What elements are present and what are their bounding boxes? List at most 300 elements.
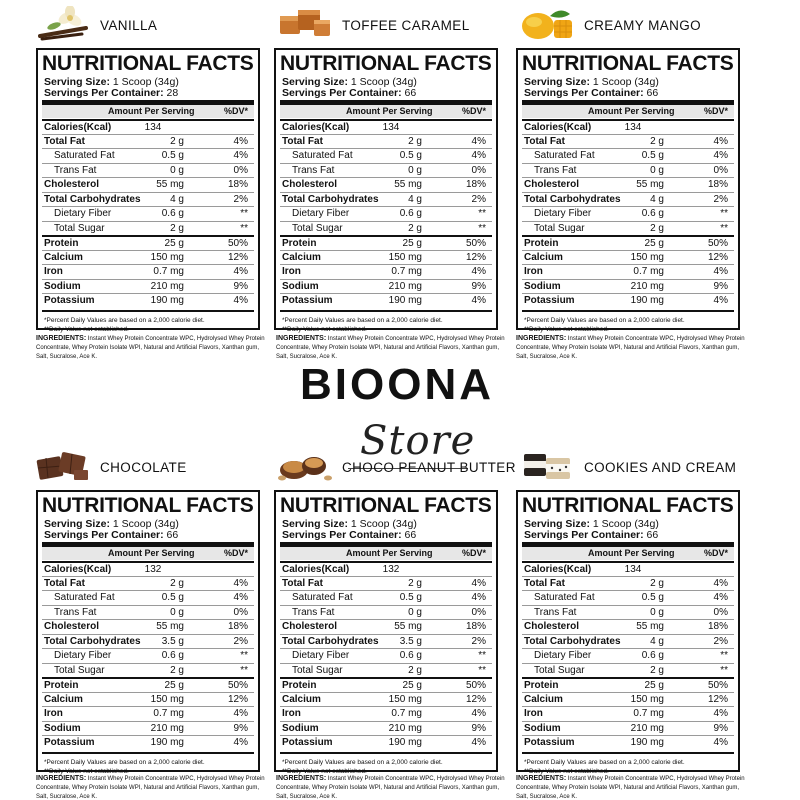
ingredients-key: INGREDIENTS: [516, 335, 567, 342]
ingredients-text [516, 774, 750, 800]
nutrient-name: Iron [524, 708, 543, 719]
flavor-name: COOKIES AND CREAM [584, 460, 737, 475]
footnote-not-established: **Daily Value not established. [524, 325, 609, 333]
servings-per-container [282, 87, 416, 99]
nutrient-row [280, 663, 492, 678]
servings-per-container [44, 529, 178, 541]
nutrient-dv: 4% [713, 266, 728, 277]
nutrient-amount: 190 mg [150, 737, 184, 748]
servings-per-container-key: Servings Per Container: [282, 87, 402, 99]
dv-header: %DV* [223, 106, 248, 116]
servings-per-container-key: Servings Per Container: [44, 529, 164, 541]
nutrient-dv: 18% [227, 179, 248, 190]
nutrient-row [280, 177, 492, 192]
nutrient-name: Trans Fat [54, 606, 97, 618]
dv-header: %DV* [461, 106, 486, 116]
nutrient-amount: 150 mg [630, 693, 664, 705]
nutrient-row [280, 634, 492, 649]
panel-title: NUTRITIONAL FACTS [280, 494, 492, 517]
nutrient-name: Dietary Fiber [292, 650, 350, 661]
nutrient-row [280, 590, 492, 605]
panel-title: NUTRITIONAL FACTS [42, 494, 254, 517]
amount-per-serving-header: Amount Per Serving [108, 548, 195, 558]
nutrient-row [42, 706, 254, 721]
nutrient-amount: 210 mg [630, 280, 664, 292]
servings-per-container-value: 66 [166, 529, 179, 541]
nutrient-row [42, 250, 254, 265]
serving-size-value: 1 Scoop (34g) [112, 76, 179, 88]
serving-size-value: 1 Scoop (34g) [112, 518, 179, 530]
serving-size-value: 1 Scoop (34g) [350, 518, 417, 530]
nutrient-row [522, 576, 734, 591]
footnote-percent: *Percent Daily Values are based on a 2,000 calorie diet. [282, 316, 443, 324]
nutrient-dv: 4% [713, 295, 728, 306]
nutrient-dv: ** [478, 222, 486, 234]
nutrient-name: Calcium [44, 251, 83, 263]
nutrient-dv: 2% [233, 193, 248, 205]
nutrient-dv: 4% [233, 708, 248, 719]
nutrient-name: Total Carbohydrates [44, 193, 141, 205]
nutrient-name: Iron [524, 266, 543, 277]
nutrient-name: Saturated Fat [534, 592, 595, 603]
footnote-not-established: **Daily Value not established. [282, 767, 367, 775]
bottom-divider [280, 310, 492, 312]
nutrient-dv: ** [240, 650, 248, 661]
nutrient-dv: 9% [233, 722, 248, 734]
nutrient-amount: 210 mg [630, 722, 664, 734]
nutrient-amount: 0.7 mg [391, 708, 422, 719]
nutrient-row [42, 619, 254, 634]
nutrient-row [522, 279, 734, 294]
servings-per-container-key: Servings Per Container: [282, 529, 402, 541]
serving-size-key: Serving Size: [44, 76, 110, 88]
nutrient-name: Cholesterol [524, 179, 580, 190]
nutrient-row [42, 163, 254, 178]
nutrient-name: Total Sugar [292, 664, 343, 676]
dv-header: %DV* [703, 548, 728, 558]
nutrient-amount: 0 g [650, 164, 664, 176]
nutrition-panel [274, 48, 498, 333]
nutrient-amount: 0.6 g [641, 650, 664, 661]
nutrient-dv: 4% [471, 708, 486, 719]
nutrient-amount: 0.5 g [399, 592, 422, 603]
nutrient-name: Potassium [44, 295, 95, 306]
nutrient-dv: 4% [233, 737, 248, 748]
nutrient-amount: 2 g [408, 222, 422, 234]
ingredients-body: Instant Whey Protein Concentrate WPC, Hydrolysed Whey Protein Concentrate, Whey Protein Isolate WPI, Natural and Artificial Flavors, Xanthan gum, Salt, Sucralose, Ace K. [36, 776, 265, 800]
nutrient-amount: 210 mg [388, 722, 422, 734]
nutrient-name: Total Fat [282, 577, 323, 589]
nutrient-name: Cholesterol [524, 621, 580, 632]
nutrient-dv: 18% [707, 621, 728, 632]
nutrient-amount: 132 [144, 564, 162, 575]
ingredients-body: Instant Whey Protein Concentrate WPC, Hydrolysed Whey Protein Concentrate, Whey Protein Isolate WPI, Natural and Artificial Flavors, Xanthan gum, Salt, Sucralose, Ace K. [36, 336, 265, 360]
footnote-percent: *Percent Daily Values are based on a 2,000 calorie diet. [282, 758, 443, 766]
nutrient-amount: 55 mg [156, 179, 184, 190]
nutrient-amount: 25 g [644, 680, 664, 691]
nutrient-row [42, 576, 254, 591]
nutrient-dv: 9% [471, 722, 486, 734]
nutrient-name: Calories(Kcal) [44, 564, 112, 575]
ingredients-key: INGREDIENTS: [36, 775, 87, 782]
nutrient-dv: 12% [227, 251, 248, 263]
nutrient-amount: 150 mg [150, 693, 184, 705]
nutrient-row [280, 250, 492, 265]
nutrient-row [522, 735, 734, 750]
nutrient-row [280, 206, 492, 221]
nutrient-row [522, 134, 734, 149]
nutrient-row [42, 148, 254, 163]
nutrient-dv: 4% [713, 592, 728, 603]
flavor-name: CHOCO PEANUT BUTTER [342, 460, 516, 475]
nutrient-dv: 12% [465, 251, 486, 263]
nutrient-name: Total Carbohydrates [524, 193, 621, 205]
nutrient-dv: 2% [713, 193, 728, 205]
nutrient-amount: 190 mg [388, 295, 422, 306]
nutrient-dv: 4% [471, 592, 486, 603]
bottom-divider [280, 752, 492, 754]
nutrient-name: Sodium [44, 722, 81, 734]
nutrient-row [522, 293, 734, 308]
nutrient-amount: 150 mg [150, 251, 184, 263]
nutrient-row [522, 206, 734, 221]
nutrient-row [280, 706, 492, 721]
nutrient-amount: 2 g [170, 222, 184, 234]
nutrient-amount: 0.5 g [161, 592, 184, 603]
nutrient-dv: 12% [707, 251, 728, 263]
nutrient-row [42, 605, 254, 620]
nutrient-row [42, 648, 254, 663]
nutrient-dv: 4% [233, 266, 248, 277]
ingredients-text [276, 774, 510, 800]
serving-size-key: Serving Size: [524, 76, 590, 88]
nutrient-row [522, 706, 734, 721]
serving-size-key: Serving Size: [282, 76, 348, 88]
nutrient-row [280, 692, 492, 707]
nutrient-dv: 18% [227, 621, 248, 632]
nutrient-name: Calcium [524, 693, 563, 705]
nutrient-amount: 2 g [408, 664, 422, 676]
nutrient-dv: 50% [707, 680, 728, 691]
nutrient-name: Total Carbohydrates [44, 635, 141, 647]
serving-size-key: Serving Size: [282, 518, 348, 530]
nutrient-row [42, 264, 254, 279]
nutrient-dv: 50% [227, 680, 248, 691]
nutrient-name: Potassium [524, 295, 575, 306]
ingredients-body: Instant Whey Protein Concentrate WPC, Hydrolysed Whey Protein Concentrate, Whey Protein Isolate WPI, Natural and Artificial Flavors, Xanthan gum, Salt, Sucralose, Ace K. [276, 776, 505, 800]
footnote-not-established: **Daily Value not established. [282, 325, 367, 333]
nutrient-amount: 4 g [650, 193, 664, 205]
nutrient-dv: 12% [465, 693, 486, 705]
nutrient-name: Total Fat [282, 135, 323, 147]
nutrient-dv: ** [478, 664, 486, 676]
nutrient-amount: 25 g [644, 238, 664, 249]
servings-per-container-value: 66 [646, 529, 659, 541]
nutrient-amount: 0.5 g [641, 150, 664, 161]
nutrient-name: Calcium [282, 251, 321, 263]
nutrient-dv: 50% [465, 680, 486, 691]
nutrient-row [280, 163, 492, 178]
servings-per-container [282, 529, 416, 541]
nutrient-name: Potassium [282, 737, 333, 748]
nutrient-name: Total Sugar [534, 222, 585, 234]
flavor-header-creamy-mango [494, 4, 742, 44]
nutrient-name: Sodium [282, 722, 319, 734]
column-header [280, 105, 492, 118]
nutrient-amount: 210 mg [150, 280, 184, 292]
nutrient-name: Total Fat [524, 135, 565, 147]
nutrient-dv: 4% [233, 150, 248, 161]
servings-per-container-value: 28 [166, 87, 179, 99]
serving-size-value: 1 Scoop (34g) [592, 76, 659, 88]
nutrient-amount: 0.7 mg [153, 708, 184, 719]
serving-size-key: Serving Size: [44, 518, 110, 530]
nutrient-row [280, 279, 492, 294]
nutrient-row [522, 192, 734, 207]
flavor-name: TOFFEE CARAMEL [342, 18, 470, 33]
nutrient-dv: 0% [233, 606, 248, 618]
nutrient-name: Cholesterol [282, 179, 338, 190]
ingredients-text [36, 334, 270, 362]
nutrient-name: Cholesterol [282, 621, 338, 632]
nutrient-dv: 9% [713, 280, 728, 292]
nutrient-amount: 0 g [408, 164, 422, 176]
nutrient-dv: 4% [713, 737, 728, 748]
brand-store-script: Store [360, 418, 476, 464]
nutrient-amount: 134 [144, 122, 162, 133]
column-header [522, 105, 734, 118]
servings-per-container-key: Servings Per Container: [44, 87, 164, 99]
nutrient-dv: 50% [707, 238, 728, 249]
nutrient-name: Total Fat [44, 135, 85, 147]
nutrient-row [280, 619, 492, 634]
dv-header: %DV* [223, 548, 248, 558]
nutrient-amount: 25 g [164, 680, 184, 691]
nutrient-row [280, 648, 492, 663]
nutrient-dv: 0% [471, 606, 486, 618]
nutrient-name: Protein [282, 238, 317, 249]
bottom-divider [42, 310, 254, 312]
nutrient-name: Trans Fat [534, 606, 577, 618]
nutrient-amount: 0.6 g [399, 650, 422, 661]
nutrient-amount: 190 mg [150, 295, 184, 306]
nutrient-amount: 55 mg [636, 179, 664, 190]
nutrient-amount: 3.5 g [161, 635, 184, 647]
nutrient-row [280, 576, 492, 591]
nutrient-name: Dietary Fiber [534, 208, 592, 219]
nutrient-dv: 18% [465, 621, 486, 632]
ingredients-key: INGREDIENTS: [36, 335, 87, 342]
nutrition-panel [36, 490, 260, 775]
nutrient-amount: 0 g [170, 164, 184, 176]
nutrient-name: Calories(Kcal) [282, 564, 350, 575]
nutrient-dv: 4% [713, 577, 728, 589]
nutrient-row [522, 590, 734, 605]
nutrient-dv: ** [240, 222, 248, 234]
nutrient-name: Total Carbohydrates [282, 635, 379, 647]
nutrient-dv: ** [240, 664, 248, 676]
nutrient-name: Potassium [44, 737, 95, 748]
servings-per-container [524, 529, 658, 541]
serving-size-value: 1 Scoop (34g) [592, 518, 659, 530]
nutrient-name: Total Sugar [534, 664, 585, 676]
nutrient-amount: 134 [624, 564, 642, 575]
nutrient-row [280, 192, 492, 207]
footnote-percent: *Percent Daily Values are based on a 2,000 calorie diet. [44, 758, 205, 766]
nutrient-dv: 4% [233, 592, 248, 603]
nutrient-name: Protein [44, 238, 79, 249]
nutrient-amount: 132 [382, 564, 400, 575]
nutrient-name: Iron [282, 708, 301, 719]
nutrient-row [522, 634, 734, 649]
nutrient-amount: 2 g [650, 664, 664, 676]
nutrient-amount: 4 g [170, 193, 184, 205]
nutrient-row [280, 293, 492, 308]
panel-title: NUTRITIONAL FACTS [42, 52, 254, 75]
nutrient-row [522, 721, 734, 736]
nutrient-name: Saturated Fat [534, 150, 595, 161]
nutrient-dv: 12% [707, 693, 728, 705]
nutrient-dv: 4% [233, 577, 248, 589]
nutrient-amount: 150 mg [388, 251, 422, 263]
flavor-header-choco-peanut-butter [252, 446, 516, 486]
nutrient-dv: 2% [471, 635, 486, 647]
amount-per-serving-header: Amount Per Serving [346, 548, 433, 558]
ingredients-text [276, 334, 510, 362]
nutrient-dv: 4% [471, 737, 486, 748]
footnote-percent: *Percent Daily Values are based on a 2,000 calorie diet. [524, 316, 685, 324]
nutrient-dv: 0% [713, 606, 728, 618]
nutrient-name: Calcium [282, 693, 321, 705]
nutrient-name: Trans Fat [292, 164, 335, 176]
nutrient-amount: 190 mg [630, 295, 664, 306]
nutrient-amount: 25 g [164, 238, 184, 249]
nutrient-row [522, 221, 734, 236]
nutrient-dv: 4% [713, 150, 728, 161]
toffee-caramel-icon [274, 6, 334, 42]
nutrient-dv: 50% [465, 238, 486, 249]
flavor-name: CREAMY MANGO [584, 18, 702, 33]
nutrient-name: Total Fat [524, 577, 565, 589]
dv-header: %DV* [461, 548, 486, 558]
nutrient-dv: 9% [233, 280, 248, 292]
servings-per-container-key: Servings Per Container: [524, 529, 644, 541]
nutrition-panel [516, 490, 740, 775]
nutrient-dv: 4% [713, 708, 728, 719]
nutrient-amount: 190 mg [630, 737, 664, 748]
ingredients-key: INGREDIENTS: [276, 335, 327, 342]
nutrient-dv: 9% [713, 722, 728, 734]
nutrient-dv: 4% [233, 295, 248, 306]
nutrient-row [42, 735, 254, 750]
ingredients-key: INGREDIENTS: [276, 775, 327, 782]
nutrient-amount: 0.7 mg [633, 708, 664, 719]
nutrient-name: Sodium [524, 722, 561, 734]
nutrient-amount: 0.7 mg [391, 266, 422, 277]
servings-per-container-value: 66 [646, 87, 659, 99]
nutrient-row [42, 590, 254, 605]
nutrient-amount: 0 g [170, 606, 184, 618]
nutrient-name: Protein [524, 680, 559, 691]
nutrient-dv: 4% [713, 135, 728, 147]
servings-per-container-value: 66 [404, 529, 417, 541]
nutrient-dv: 4% [471, 150, 486, 161]
nutrition-panel [274, 490, 498, 775]
nutrient-name: Total Sugar [292, 222, 343, 234]
nutrient-dv: ** [720, 650, 728, 661]
bottom-divider [42, 752, 254, 754]
nutrient-dv: 0% [713, 164, 728, 176]
nutrient-amount: 25 g [402, 680, 422, 691]
nutrient-dv: 2% [471, 193, 486, 205]
amount-per-serving-header: Amount Per Serving [346, 106, 433, 116]
nutrient-name: Potassium [524, 737, 575, 748]
nutrient-row [522, 663, 734, 678]
nutrient-row [42, 177, 254, 192]
nutrient-amount: 0.7 mg [153, 266, 184, 277]
panel-title: NUTRITIONAL FACTS [522, 494, 734, 517]
nutrient-amount: 3.5 g [399, 635, 422, 647]
panel-title: NUTRITIONAL FACTS [522, 52, 734, 75]
nutrient-name: Saturated Fat [292, 150, 353, 161]
nutrient-dv: ** [478, 208, 486, 219]
nutrient-name: Potassium [282, 295, 333, 306]
nutrient-dv: ** [720, 208, 728, 219]
nutrient-dv: 18% [707, 179, 728, 190]
bottom-divider [522, 310, 734, 312]
nutrient-amount: 150 mg [388, 693, 422, 705]
nutrient-amount: 55 mg [636, 621, 664, 632]
nutrition-panel [36, 48, 260, 333]
nutrient-dv: 4% [471, 577, 486, 589]
choco-peanut-icon [274, 448, 334, 484]
nutrient-row [42, 634, 254, 649]
nutrition-panel [516, 48, 740, 333]
column-header [42, 547, 254, 560]
nutrient-dv: 50% [227, 238, 248, 249]
nutrient-dv: 12% [227, 693, 248, 705]
nutrient-amount: 2 g [408, 577, 422, 589]
nutrient-row [42, 293, 254, 308]
nutrient-name: Iron [282, 266, 301, 277]
nutrient-name: Trans Fat [54, 164, 97, 176]
nutrient-dv: 4% [471, 135, 486, 147]
mango-icon [516, 6, 576, 42]
nutrient-amount: 150 mg [630, 251, 664, 263]
nutrient-name: Saturated Fat [292, 592, 353, 603]
nutrient-row [280, 264, 492, 279]
flavor-header-toffee-caramel [252, 4, 500, 44]
nutrient-amount: 0.7 mg [633, 266, 664, 277]
nutrient-name: Sodium [524, 280, 561, 292]
nutrient-name: Dietary Fiber [54, 208, 112, 219]
column-header [522, 547, 734, 560]
nutrient-amount: 134 [624, 122, 642, 133]
serving-size-value: 1 Scoop (34g) [350, 76, 417, 88]
nutrient-row [42, 279, 254, 294]
flavor-name: VANILLA [100, 18, 158, 33]
nutrient-dv: ** [720, 664, 728, 676]
nutrient-dv: ** [720, 222, 728, 234]
nutrient-amount: 0.6 g [641, 208, 664, 219]
nutrient-name: Calories(Kcal) [524, 564, 592, 575]
flavor-header-vanilla [10, 4, 258, 44]
nutrient-amount: 4 g [408, 193, 422, 205]
nutrient-name: Total Carbohydrates [524, 635, 621, 647]
nutrient-dv: 2% [233, 635, 248, 647]
nutrient-name: Total Fat [44, 577, 85, 589]
footnote-percent: *Percent Daily Values are based on a 2,000 calorie diet. [524, 758, 685, 766]
